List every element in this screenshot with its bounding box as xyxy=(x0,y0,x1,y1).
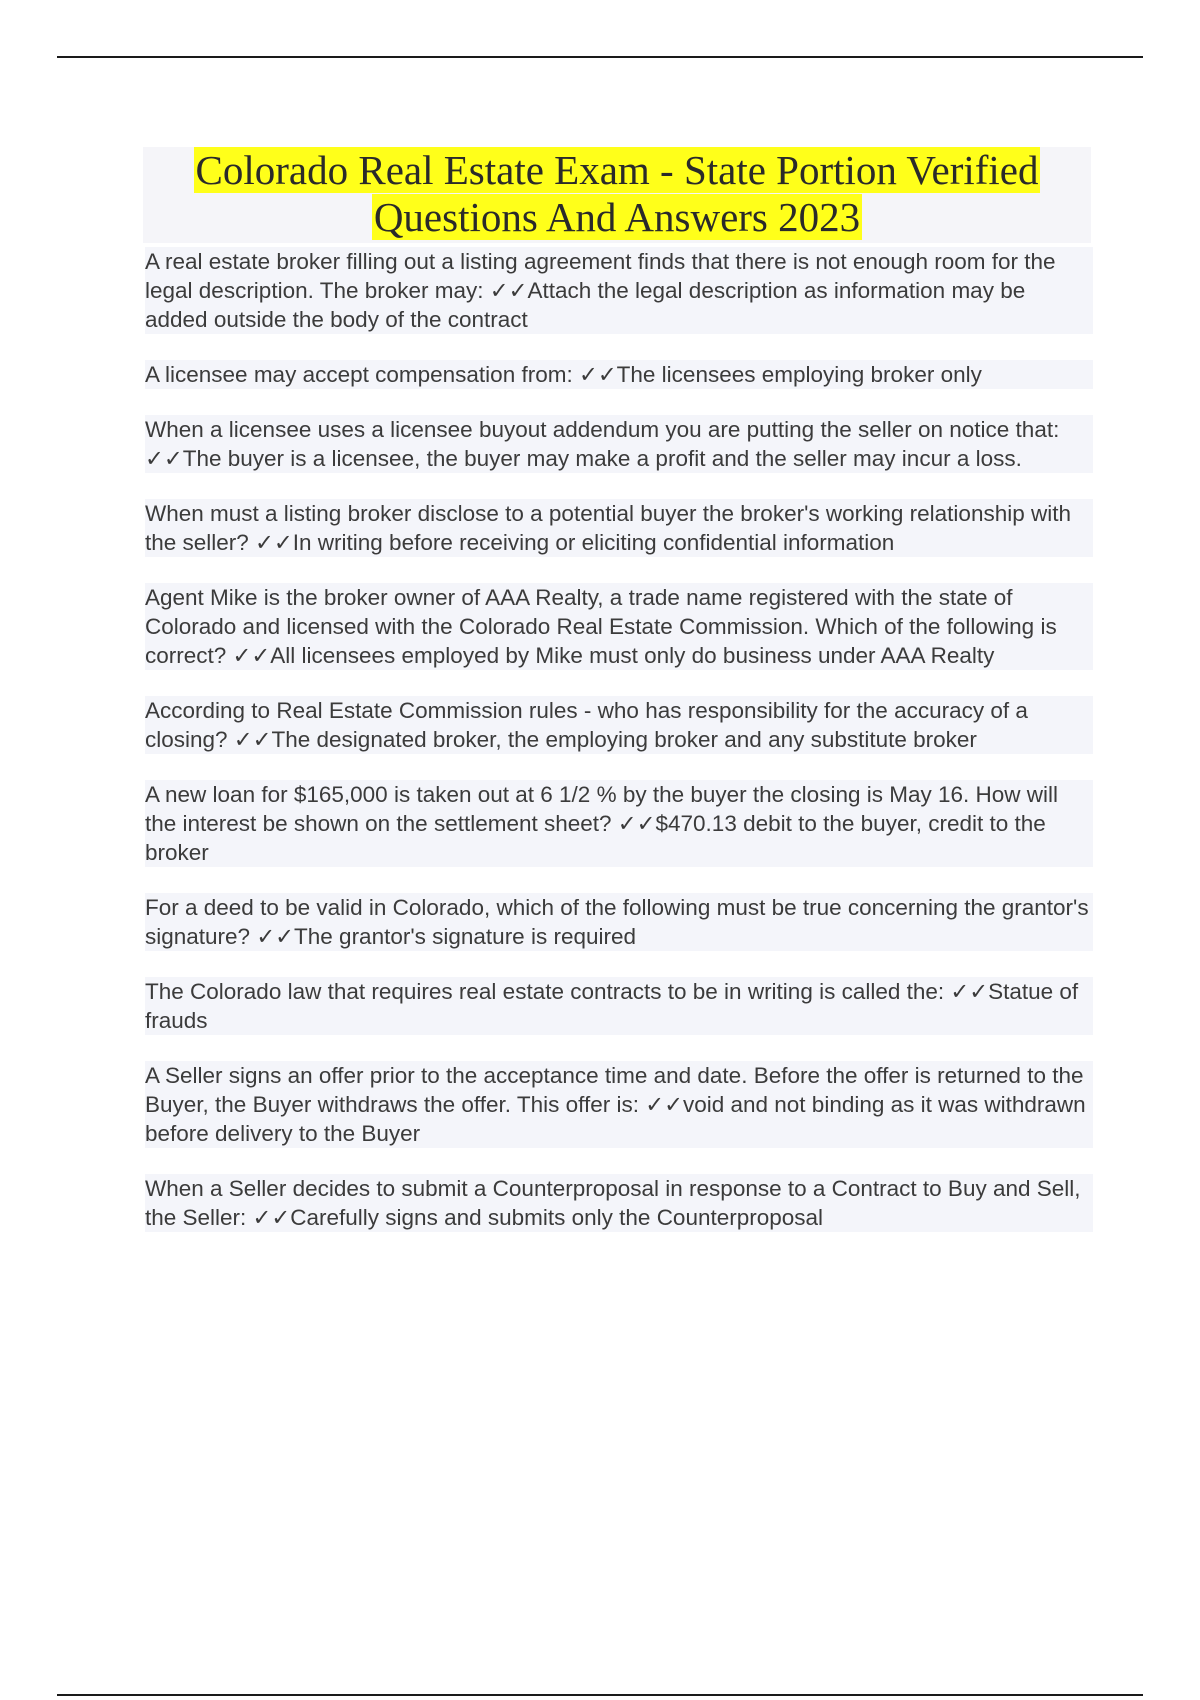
document-body xyxy=(145,147,1093,1258)
qa-list xyxy=(145,247,1093,1232)
qa-item: The Colorado law that requires real estate contracts to be in writing is called the: ✓✓Statue of frauds xyxy=(145,977,1093,1035)
qa-item: A Seller signs an offer prior to the acceptance time and date. Before the offer is returned to the Buyer, the Buyer withdraws the offer. This offer is: ✓✓void and not binding as it was withdrawn before delivery to the Buyer xyxy=(145,1061,1093,1148)
document-title xyxy=(143,147,1091,243)
title-line-2: Questions And Answers 2023 xyxy=(373,194,861,240)
title-line-1: Colorado Real Estate Exam - State Portion Verified xyxy=(195,147,1039,193)
qa-item: When must a listing broker disclose to a potential buyer the broker's working relationship with the seller? ✓✓In writing before receiving or eliciting confidential information xyxy=(145,499,1093,557)
qa-item: Agent Mike is the broker owner of AAA Realty, a trade name registered with the state of Colorado and licensed with the Colorado Real Estate Commission. Which of the following is correct? ✓✓All licensees employed by Mike must only do business under AAA Realty xyxy=(145,583,1093,670)
qa-item: For a deed to be valid in Colorado, which of the following must be true concerning the grantor's signature? ✓✓The grantor's signature is required xyxy=(145,893,1093,951)
qa-item: A new loan for $165,000 is taken out at 6 1/2 % by the buyer the closing is May 16. How will the interest be shown on the settlement sheet? ✓✓$470.13 debit to the buyer, credit to the broker xyxy=(145,780,1093,867)
qa-item: A real estate broker filling out a listing agreement finds that there is not enough room for the legal description. The broker may: ✓✓Attach the legal description as information may be added outside the body of the contract xyxy=(145,247,1093,334)
qa-item: When a Seller decides to submit a Counterproposal in response to a Contract to Buy and Sell, the Seller: ✓✓Carefully signs and submits only the Counterproposal xyxy=(145,1174,1093,1232)
bottom-rule xyxy=(57,1694,1143,1696)
qa-item: When a licensee uses a licensee buyout addendum you are putting the seller on notice that: ✓✓The buyer is a licensee, the buyer may make a profit and the seller may incur a loss. xyxy=(145,415,1093,473)
qa-item: A licensee may accept compensation from: ✓✓The licensees employing broker only xyxy=(145,360,1093,389)
qa-item: According to Real Estate Commission rules - who has responsibility for the accuracy of a closing? ✓✓The designated broker, the employing broker and any substitute broker xyxy=(145,696,1093,754)
top-rule xyxy=(57,56,1143,58)
